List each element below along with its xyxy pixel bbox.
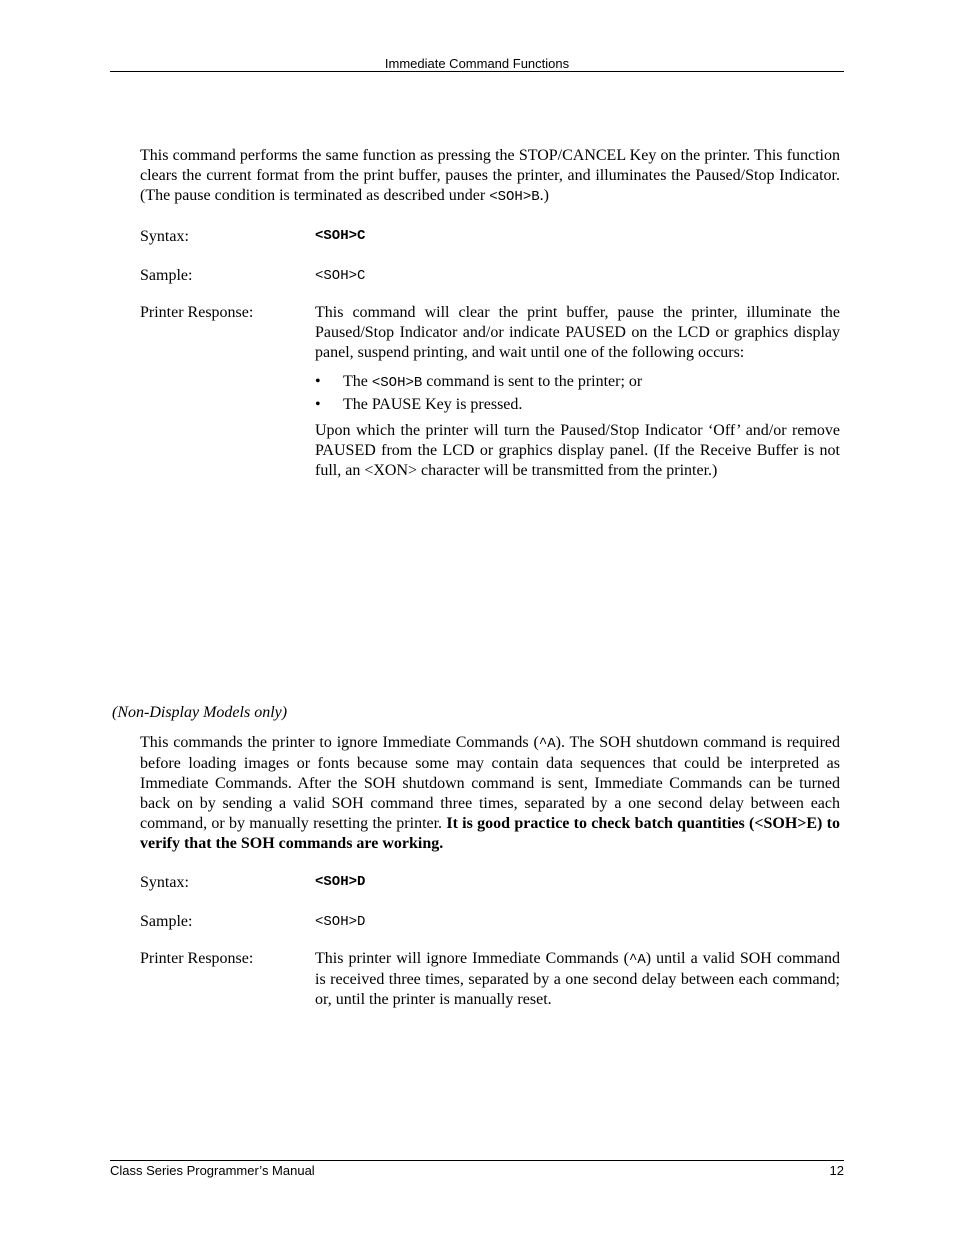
intro-bold-note: It is good practice to check batch quantities (<SOH>E) to verify that the SOH commands are working. [140,815,840,852]
bullet-icon: • [315,373,321,390]
section-d-intro: This commands the printer to ignore Immediate Commands (^A). The SOH shutdown command is required before loading images or fonts because some may contain data sequences that could be interpreted as Immediate Commands. After the SOH shutdown command is sent, Immediate Commands can be turned back on by sending a valid SOH command three times, separated by a one second delay between each command, or by manually resetting the printer. It is good practice to check batch quantities (<SOH>E) to verify that the SOH commands are working. [140,734,841,852]
manual-title: Class Series Programmer’s Manual [110,1163,315,1178]
section-c-intro [140,146,840,207]
syntax-value: <SOH>C [315,228,366,244]
response-bullet-list [315,371,840,415]
syntax-label: Syntax: [140,874,189,891]
sample-value: <SOH>C [315,268,366,284]
header-rule [110,71,844,72]
syntax-label: Syntax: [140,228,189,245]
section-d-subtitle: (Non-Display Models only) [112,704,288,721]
inline-code: ^A [538,736,556,752]
list-item: • The <SOH>B command is sent to the printer; or [315,373,643,391]
footer-rule [110,1160,844,1161]
intro-text: This command performs the same function as pressing the STOP/CANCEL Key on the printer. This function clears the current format from the print buffer, pauses the printer, and illuminates the Paused/Stop Indicator. (The pause condition is terminated as described under [140,147,840,204]
sample-label: Sample: [140,913,193,930]
intro-code: <SOH>B [489,189,540,205]
sample-label: Sample: [140,267,193,284]
list-item: • The PAUSE Key is pressed. [315,396,523,413]
printer-response-text: This printer will ignore Immediate Commands (^A) until a valid SOH command is received three times, separated by a one second delay between each command; or, until the printer is manually reset. [315,950,841,1008]
printer-response-label: Printer Response: [140,950,254,967]
inline-code: <SOH>B [371,375,423,391]
intro-text-end: .) [539,187,549,204]
printer-response-text: This command will clear the print buffer, pause the printer, illuminate the Paused/Stop Indicator and/or indicate PAUSED on the LCD or graphics display panel, suspend printing, and wait until one of the following occurs: [315,304,840,361]
page-number: 12 [829,1163,844,1178]
running-footer [110,1163,844,1178]
printer-response-followup: Upon which the printer will turn the Paused/Stop Indicator ‘Off’ and/or remove PAUSED from the LCD or graphics display panel. (If the Receive Buffer is not full, an <XON> character will be transmitted from the printer.) [315,422,840,479]
sample-value: <SOH>D [315,914,366,930]
printer-response-label: Printer Response: [140,304,254,321]
running-header: Immediate Command Functions [384,56,570,71]
bullet-icon: • [315,396,321,413]
syntax-value: <SOH>D [315,874,366,890]
inline-code: ^A [628,952,646,968]
